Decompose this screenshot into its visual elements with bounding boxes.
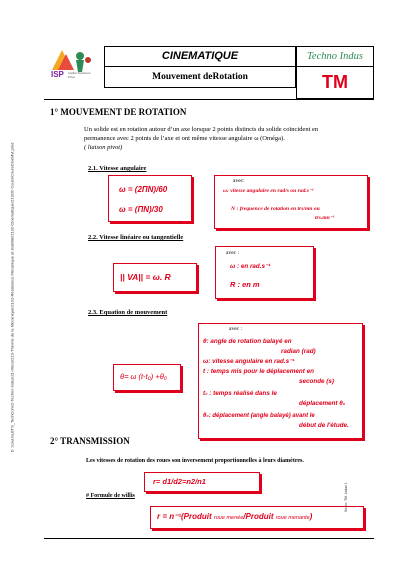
s21-notes-box <box>214 175 368 229</box>
s23-line-3: t : temps mis pour le déplacement en <box>203 368 314 375</box>
s22-notes-box <box>215 246 314 299</box>
s23-line-8: début de l'étude. <box>299 422 349 429</box>
s23-avec: avec : <box>229 326 242 332</box>
s23-line-2: ω: vitesse angulaire en rad.s⁻¹ <box>203 358 295 365</box>
page-subtitle: Mouvement deRotation <box>152 72 248 82</box>
logo-graphic <box>48 46 98 86</box>
logo-letters: ISP <box>51 70 64 79</box>
section1-intro-line2: permanence avec 2 points de l’axe et ont même vitesse angulaire ω (Oméga). <box>84 135 285 142</box>
s23-line-1: radian (rad) <box>281 348 316 355</box>
willis-label: # Formule de willis <box>86 493 135 499</box>
s23-formula-box <box>113 364 181 391</box>
s23-title: 2.3. Equation de mouvement <box>88 309 168 316</box>
willis-formula-end: ) <box>309 512 313 521</box>
header-title-box <box>104 46 296 67</box>
school-logo <box>48 46 98 86</box>
s21-formula2: ω = (ΠN)/30 <box>119 205 163 214</box>
willis-formula-mid: /Produit <box>243 512 274 521</box>
section2-title: 2° TRANSMISSION <box>50 436 130 446</box>
s21-note2b: trs.mn⁻¹ <box>315 215 335 221</box>
section2-text: Les vitesses de rotation des roues son inversement proportionnelles à leurs diamètres. <box>86 458 304 464</box>
s21-formula-box <box>108 175 192 222</box>
section1-intro-line1: Un solide est en rotation autour d’un axe lorsque 2 points distincts du solide coïncident en <box>84 126 319 133</box>
willis-formula-box <box>150 506 364 529</box>
gear-ratio-formula-box <box>144 472 260 492</box>
s21-title: 2.1. Vitesse angulaire <box>88 165 147 172</box>
s22-avec: avec : <box>226 250 239 256</box>
section1-title: 1° MOUVEMENT DE ROTATION <box>50 107 187 117</box>
module-tag: TM <box>322 72 348 92</box>
s22-title: 2.2. Vitesse linéaire ou tangentielle <box>88 234 184 241</box>
brand-label: Techno Indus <box>307 51 363 62</box>
s21-avec: avec: <box>233 178 245 184</box>
s21-note1: ω: vitesse angulaire en rad/s ou rad.s⁻¹ <box>223 188 314 194</box>
willis-formula-driving: roue menante <box>275 515 310 521</box>
header-tag-box <box>296 66 374 99</box>
s23-line-7: θ₀: déplacement (angle balayé) avant le <box>203 413 315 419</box>
willis-formula-driven: roue menée <box>213 515 244 521</box>
willis-formula-main: r = n⁻¹(Produit <box>157 512 212 521</box>
s23-line-6: déplacement θ₀ <box>299 400 346 407</box>
logo-caption: Institut Supérieur Privé <box>68 71 91 79</box>
s23-line-5: t₀ : temps réalisé dans le <box>203 390 277 397</box>
gear-ratio-formula: r= d1/d2=n2/n1 <box>153 477 206 486</box>
s23-notes-box <box>198 323 363 439</box>
willis-formula <box>157 512 312 521</box>
s22-note1: ω : en rad.s⁻¹ <box>230 263 271 270</box>
header-subtitle-box <box>104 66 296 88</box>
page-title: CINEMATIQUE <box>161 50 239 62</box>
s23-line-0: θ: angle de rotation balayé en <box>203 338 292 345</box>
s22-note2: R : en m <box>230 280 260 289</box>
s21-note2a: N : frequence de rotation en trs/mn ou <box>231 206 320 212</box>
page-footer-note: Sexer: TM -Indus 1 <box>344 482 348 512</box>
s23-formula: θ= ω (t-t₀) +θ₀ <box>120 372 167 381</box>
file-path-side-text: D :\cours\LBTS_TechCom\2-Techno Indus\21-Méca\213-Théorie de la Mécanique\2131-Résistance Mécanique et stabilité\2132-Cinématique\21326\ Cours\CoursCinéMvt.pmd <box>9 142 15 453</box>
header-divider <box>44 99 374 100</box>
header-brand-box <box>296 46 374 67</box>
s22-formula: || VA|| = ω. R <box>120 272 171 282</box>
s22-formula-box <box>113 263 197 292</box>
footer-divider <box>44 538 374 539</box>
s21-formula1: ω = (2ΠN)/60 <box>119 185 168 194</box>
s23-line-4: seconde (s) <box>299 378 334 385</box>
section1-intro-line3: ( liaison pivot) <box>84 144 123 151</box>
